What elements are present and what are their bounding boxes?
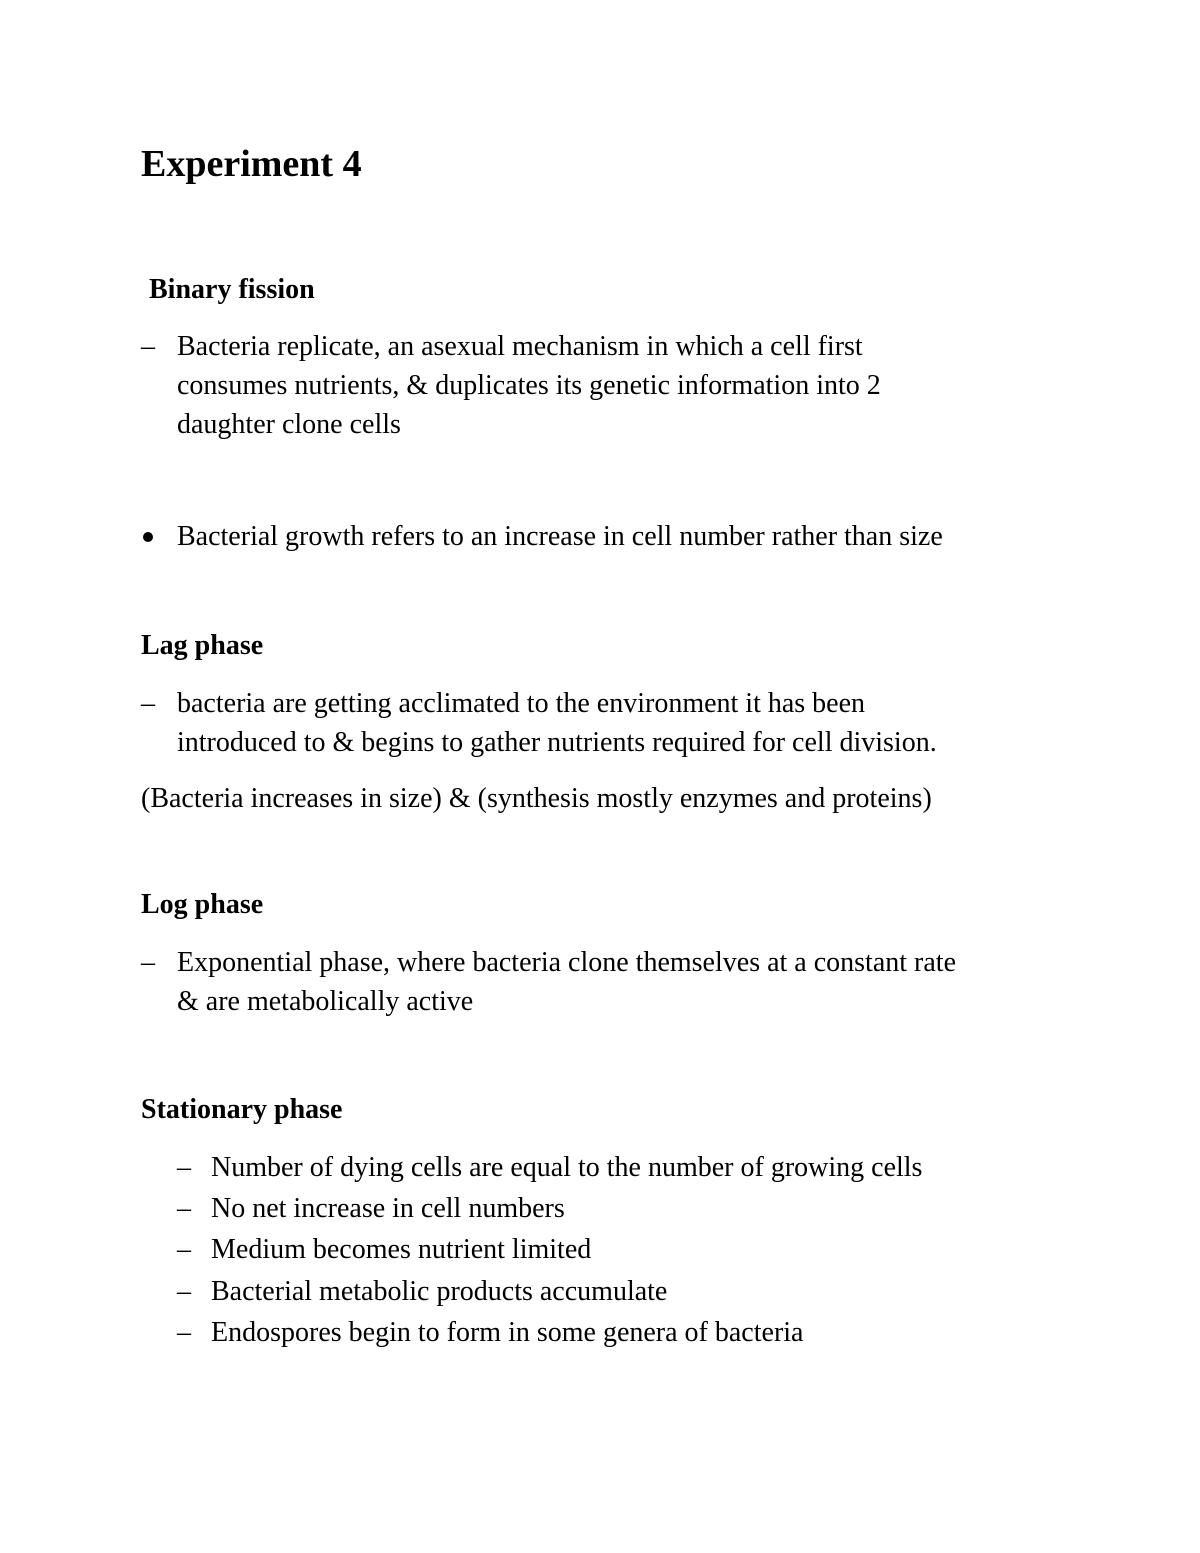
section-heading-log-phase: Log phase [141,889,264,920]
text-line: Bacteria replicate, an asexual mechanism in which a cell first [177,331,863,362]
binary-fission-bullet: Bacterial growth refers to an increase in cell number rather than size [177,521,943,552]
binary-fission-item [177,327,881,444]
text-line: consumes nutrients, & duplicates its genetic information into 2 [177,370,881,401]
text-line: Exponential phase, where bacteria clone themselves at a constant rate [177,947,956,978]
dash-marker: – [177,1276,191,1307]
text-line: bacteria are getting acclimated to the environment it has been [177,688,866,719]
stationary-phase-item: Number of dying cells are equal to the number of growing cells [211,1152,923,1183]
stationary-phase-item: Medium becomes nutrient limited [211,1234,592,1265]
text-line: & are metabolically active [177,986,474,1017]
dash-marker: – [141,947,155,978]
text-line: daughter clone cells [177,409,401,440]
text-line: introduced to & begins to gather nutrients required for cell division. [177,727,937,758]
bullet-dot [143,532,153,542]
section-heading-stationary-phase: Stationary phase [141,1094,343,1125]
dash-marker: – [141,331,155,362]
dash-marker: – [177,1317,191,1348]
dash-marker: – [141,688,155,719]
document-title: Experiment 4 [141,143,362,185]
dash-marker: – [177,1234,191,1265]
stationary-phase-item: No net increase in cell numbers [211,1193,565,1224]
stationary-phase-item: Bacterial metabolic products accumulate [211,1276,668,1307]
dash-marker: – [177,1193,191,1224]
section-heading-lag-phase: Lag phase [141,630,264,661]
lag-phase-item [177,684,937,762]
section-heading-binary-fission: Binary fission [149,274,315,305]
log-phase-item [177,943,956,1021]
stationary-phase-item: Endospores begin to form in some genera of bacteria [211,1317,804,1348]
dash-marker: – [177,1152,191,1183]
lag-phase-note: (Bacteria increases in size) & (synthesis mostly enzymes and proteins) [141,783,932,814]
